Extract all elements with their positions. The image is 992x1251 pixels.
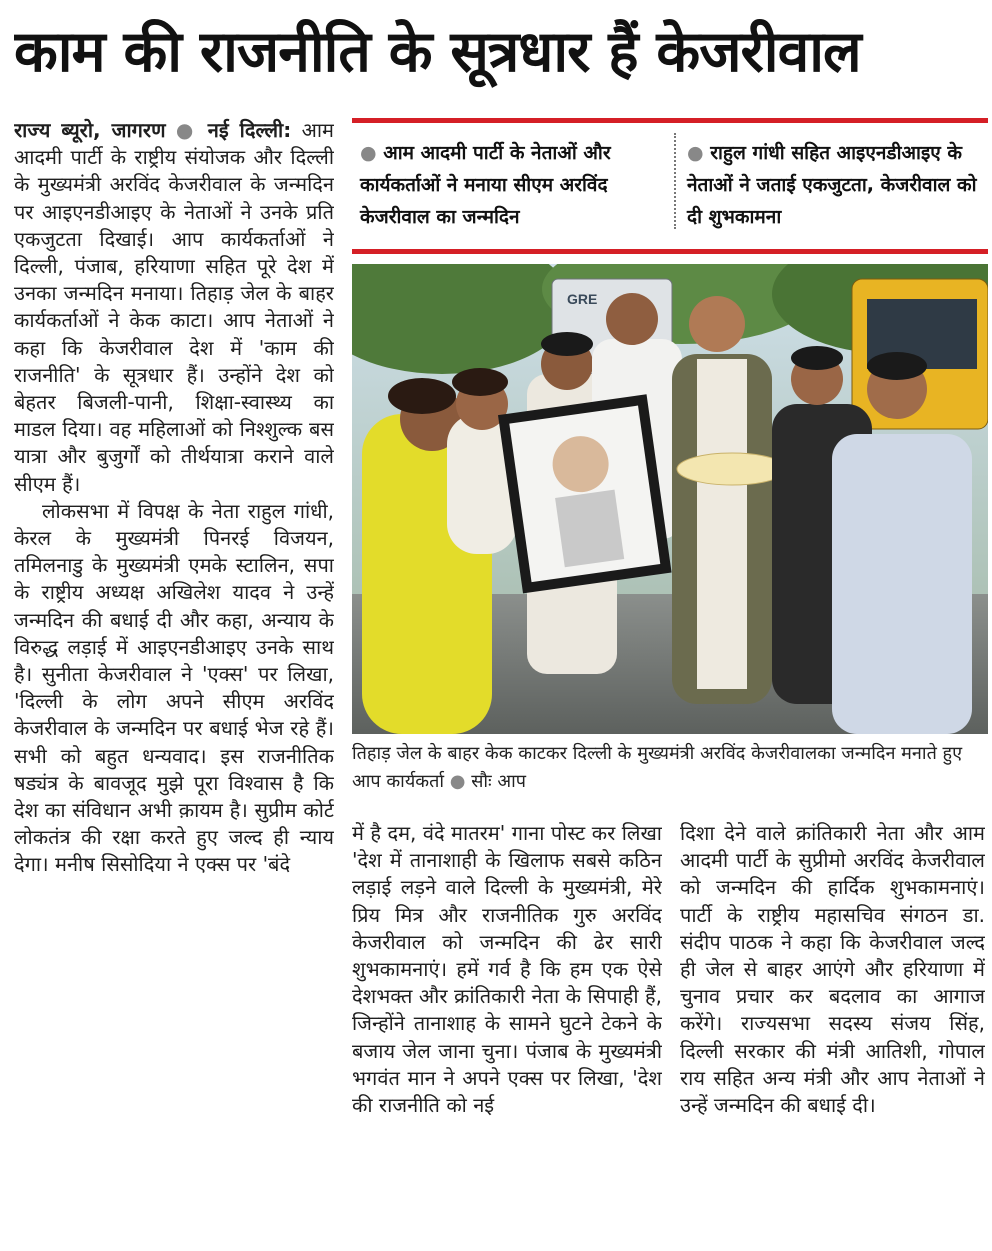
person-white-kurta [697,359,747,689]
article-column-2 [352,820,662,1240]
deck-text: राहुल गांधी सहित आइएनडीआइए के नेताओं ने जताई एकजुटता, केजरीवाल को दी शुभकामना [687,142,977,228]
person-head [606,293,658,345]
deck-item-right [687,137,985,233]
person-hair [388,378,456,414]
person-head [689,296,745,352]
portrait-frame [498,394,672,593]
deck-item-left [360,137,660,233]
bus-sign: GRE [567,291,598,307]
byline-separator: ● [175,118,198,142]
photo-caption [352,740,988,796]
deck-divider [674,133,676,229]
person-blue-shirt [832,434,972,734]
person-hair [541,332,593,356]
paragraph: लोकसभा में विपक्ष के नेता राहुल गांधी, केरल के मुख्यमंत्री पिनरई विजयन, तमिलनाडु के मुख्यमंत्री एमके स्टालिन, सपा के राष्ट्रीय अध्यक्ष अखिलेश यादव ने उन्हें जन्मदिन की बधाई दी और कहा, अन्याय के विरुद्ध लड़ाई में आइएनडीआइए उनके साथ है। सुनीता केजरीवाल ने 'एक्स' पर लिखा, 'दिल्ली के लोग अपने सीएम अरविंद केजरीवाल के जन्मदिन पर बधाई भेज रहे हैं। सभी को बहुत धन्यवाद। इस राजनीतिक षड्यंत्र के बावजूद मुझे पूरा विश्वास है कि देश का संविधान अभी क़ायम है। सुप्रीम कोर्ट लोकतंत्र की रक्षा करते हुए जल्द ही न्याय देगा। मनीष सिसोदिया ने एक्स पर 'बंदे [14,498,334,877]
news-photo-illustration [352,264,988,734]
paragraph [14,117,334,498]
article-column-1 [14,117,334,1245]
caption-text: तिहाड़ जेल के बाहर केक काटकर दिल्ली के मुख्यमंत्री अरविंद केजरीवालका जन्मदिन मनाते हुए आप कार्यकर्ता [352,743,963,792]
deck-box [352,118,988,254]
caption-separator: ● [449,771,466,792]
bullet-icon: ● [687,142,704,164]
headline: काम की राजनीति के सूत्रधार हैं केजरीवाल [14,19,861,85]
portrait-shirt [555,490,624,568]
person-hair [452,368,508,396]
news-photo [352,264,988,734]
article-column-3 [680,820,985,1240]
photo-credit: सौः आप [471,771,527,792]
dateline: नई दिल्ली: [207,118,292,142]
bullet-icon: ● [360,142,377,164]
sweets-plate [677,453,787,485]
deck-text: आम आदमी पार्टी के नेताओं और कार्यकर्ताओं ने मनाया सीएम अरविंद केजरीवाल का जन्मदिन [360,142,611,228]
paragraph-text: आम आदमी पार्टी के राष्ट्रीय संयोजक और दिल्ली के मुख्यमंत्री अरविंद केजरीवाल के जन्मदिन पर आइएनडीआइए के नेताओं ने उनके प्रति एकजुटता दिखाई। आप कार्यकर्ताओं ने दिल्ली, पंजाब, हरियाणा सहित पूरे देश में उनका जन्मदिन मनाया। तिहाड़ जेल के बाहर कार्यकर्ताओं ने केक काटा। आप नेताओं ने कहा कि केजरीवाल देश में 'काम की राजनीति' के सूत्रधार हैं। उन्होंने देश को बेहतर बिजली-पानी, शिक्षा-स्वास्थ्य का माडल दिया। वह महिलाओं को निश्शुल्क बस यात्रा और बुजुर्गों को तीर्थयात्रा कराने वाले सीएम हैं। [14,118,334,496]
person-hair [791,346,843,370]
person-hair [867,352,927,380]
paragraph: दिशा देने वाले क्रांतिकारी नेता और आम आदमी पार्टी के सुप्रीमो अरविंद केजरीवाल को जन्मदिन की हार्दिक शुभकामनाएं। पार्टी के राष्ट्रीय महासचिव संगठन डा. संदीप पाठक ने कहा कि केजरीवाल जल्द ही जेल से बाहर आएंगे और हरियाणा में चुनाव प्रचार कर बदलाव का आगाज करेंगे। राज्यसभा सदस्य संजय सिंह, दिल्ली सरकार की मंत्री आतिशी, गोपाल राय सहित अन्य मंत्री और आप नेताओं ने उन्हें जन्मदिन की बधाई दी। [680,821,985,1118]
paragraph: में है दम, वंदे मातरम' गाना पोस्ट कर लिखा 'देश में तानाशाही के खिलाफ सबसे कठिन लड़ाई लड़ने वाले दिल्ली के मुख्यमंत्री, मेरे प्रिय मित्र और राजनीतिक गुरु अरविंद केजरीवाल को जन्मदिन की ढेर सारी शुभकामनाएं। हमें गर्व है कि हम एक ऐसे देशभक्त और क्रांतिकारी नेता के सिपाही हैं, जिन्होंने तानाशाह के सामने घुटने टेकने के बजाय जेल जाना चुना। पंजाब के मुख्यमंत्री भगवंत मान ने अपने एक्स पर लिखा, 'देश की राजनीति को नई [352,821,662,1118]
byline-source: राज्य ब्यूरो, जागरण [14,118,166,142]
